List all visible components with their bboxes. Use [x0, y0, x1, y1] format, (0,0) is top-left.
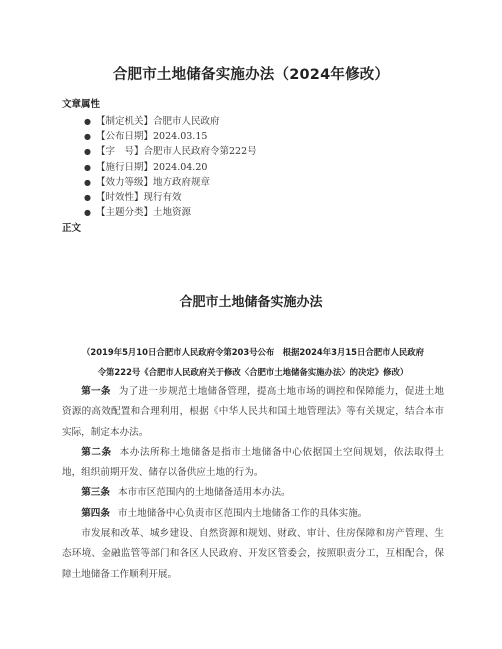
article-text: 市土地储备中心负责市区范围内土地储备工作的具体实施。 — [117, 507, 368, 519]
attributes-list — [84, 114, 257, 220]
bullet-icon: ● — [84, 117, 91, 126]
article-1 — [62, 382, 444, 443]
attribute-value: 2024.04.20 — [153, 161, 208, 173]
attribute-label: 【制定机关】 — [96, 116, 154, 127]
attribute-value: 合肥市人民政府 — [153, 116, 220, 127]
attribute-item — [84, 144, 257, 159]
bullet-icon: ● — [84, 177, 91, 187]
article-number: 第三条 — [81, 487, 110, 499]
attribute-item — [84, 160, 257, 175]
attribute-item — [84, 114, 257, 129]
articles — [62, 382, 444, 585]
attribute-label: 【主题分类】 — [96, 207, 154, 219]
body-heading: 正文 — [62, 223, 82, 234]
bullet-icon: ● — [84, 193, 91, 203]
attribute-value: 地方政府规章 — [153, 176, 211, 188]
attribute-item — [84, 129, 257, 144]
promulgation-note — [62, 342, 444, 382]
attribute-label: 【字 号】 — [96, 146, 144, 158]
bullet-icon: ● — [84, 147, 91, 157]
attribute-label: 【公布日期】 — [96, 131, 154, 143]
article-text: 本办法所称土地储备是指市土地储备中心依据国土空间规划，依法取得土地，组织前期开发、储存以备供应土地的行为。 — [62, 446, 445, 479]
attributes-heading: 文章属性 — [62, 99, 101, 110]
promulgation-note-line: 令第222号《合肥市人民政府关于修改〈合肥市土地储备实施办法〉的决定》修改） — [97, 367, 409, 377]
document-title: 合肥市土地储备实施办法（2024年修改） — [112, 67, 390, 83]
attribute-label: 【施行日期】 — [96, 161, 154, 173]
regulation-title: 合肥市土地储备实施办法 — [179, 295, 323, 310]
attribute-item — [84, 175, 257, 190]
attribute-item — [84, 205, 257, 220]
article-4-paragraph-2 — [62, 524, 444, 585]
bullet-icon: ● — [84, 162, 91, 172]
bullet-icon: ● — [84, 208, 91, 218]
attribute-label: 【效力等级】 — [96, 176, 154, 188]
article-number: 第四条 — [81, 507, 110, 519]
attribute-value: 现行有效 — [143, 192, 182, 204]
attribute-value: 2024.03.15 — [153, 131, 208, 143]
article-number: 第二条 — [81, 446, 112, 458]
promulgation-note-line: （2019年5月10日合肥市人民政府令第203号公布 根据2024年3月15日合肥市人民政府 — [82, 347, 424, 357]
article-text: 市发展和改革、城乡建设、自然资源和规划、财政、审计、住房保障和房产管理、生态环境、金融监管等部门和各区人民政府、开发区管委会，按照职责分工，互相配合，保障土地储备工作顺利开展。 — [62, 528, 444, 580]
article-text: 为了进一步规范土地储备管理，提高土地市场的调控和保障能力，促进土地资源的高效配置和合理利用，根据《中华人民共和国土地管理法》等有关规定，结合本市实际，制定本办法。 — [62, 386, 445, 438]
attribute-label: 【时效性】 — [96, 192, 144, 204]
attribute-item — [84, 190, 257, 205]
article-number: 第一条 — [81, 386, 111, 397]
article-3 — [62, 483, 444, 503]
article-4 — [62, 504, 444, 524]
attribute-value: 土地资源 — [153, 207, 192, 219]
attribute-value: 合肥市人民政府令第222号 — [143, 146, 257, 158]
article-text: 本市市区范围内的土地储备适用本办法。 — [117, 487, 291, 499]
article-2 — [62, 443, 444, 484]
bullet-icon: ● — [84, 132, 91, 142]
